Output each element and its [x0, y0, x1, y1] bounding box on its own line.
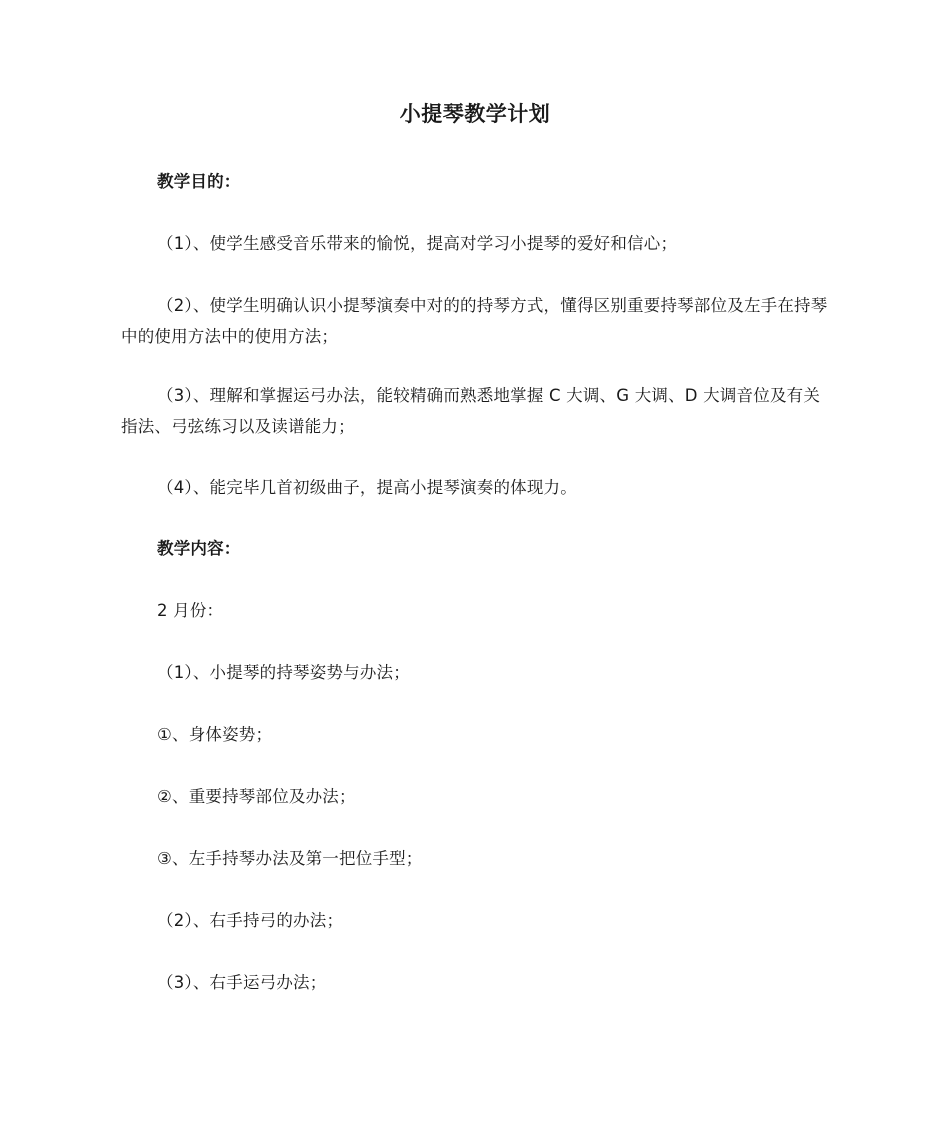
content-heading: 教学内容： [157, 539, 241, 558]
document-title: 小提琴教学计划 [399, 102, 551, 126]
objectives-heading: 教学目的： [157, 172, 241, 191]
content-item-2: （2）、右手持弓的办法； [157, 911, 344, 930]
content-subitem-2: ②、重要持琴部位及办法； [157, 787, 356, 806]
objective-item-2: （2）、使学生明确认识小提琴演奏中对的的持琴方式，懂得区别重要持琴部位及左手在持琴中的使用方法中的使用方法； [121, 296, 828, 346]
content-subitem-3: ③、左手持琴办法及第一把位手型； [157, 849, 423, 868]
objective-item-4: （4）、能完毕几首初级曲子，提高小提琴演奏的体现力。 [157, 478, 577, 497]
content-item-3: （3）、右手运弓办法； [157, 973, 327, 992]
content-month-label: 2 月份： [157, 601, 224, 620]
content-item-1: （1）、小提琴的持琴姿势与办法； [157, 663, 410, 682]
content-subitem-1: ①、身体姿势； [157, 725, 273, 744]
objective-item-3: （3）、理解和掌握运弓办法，能较精确而熟悉地掌握 C 大调、G 大调、D 大调音位及有关指法、弓弦练习以及读谱能力； [121, 386, 821, 436]
objective-item-1: （1）、使学生感受音乐带来的愉悦，提高对学习小提琴的爱好和信心； [157, 234, 678, 253]
